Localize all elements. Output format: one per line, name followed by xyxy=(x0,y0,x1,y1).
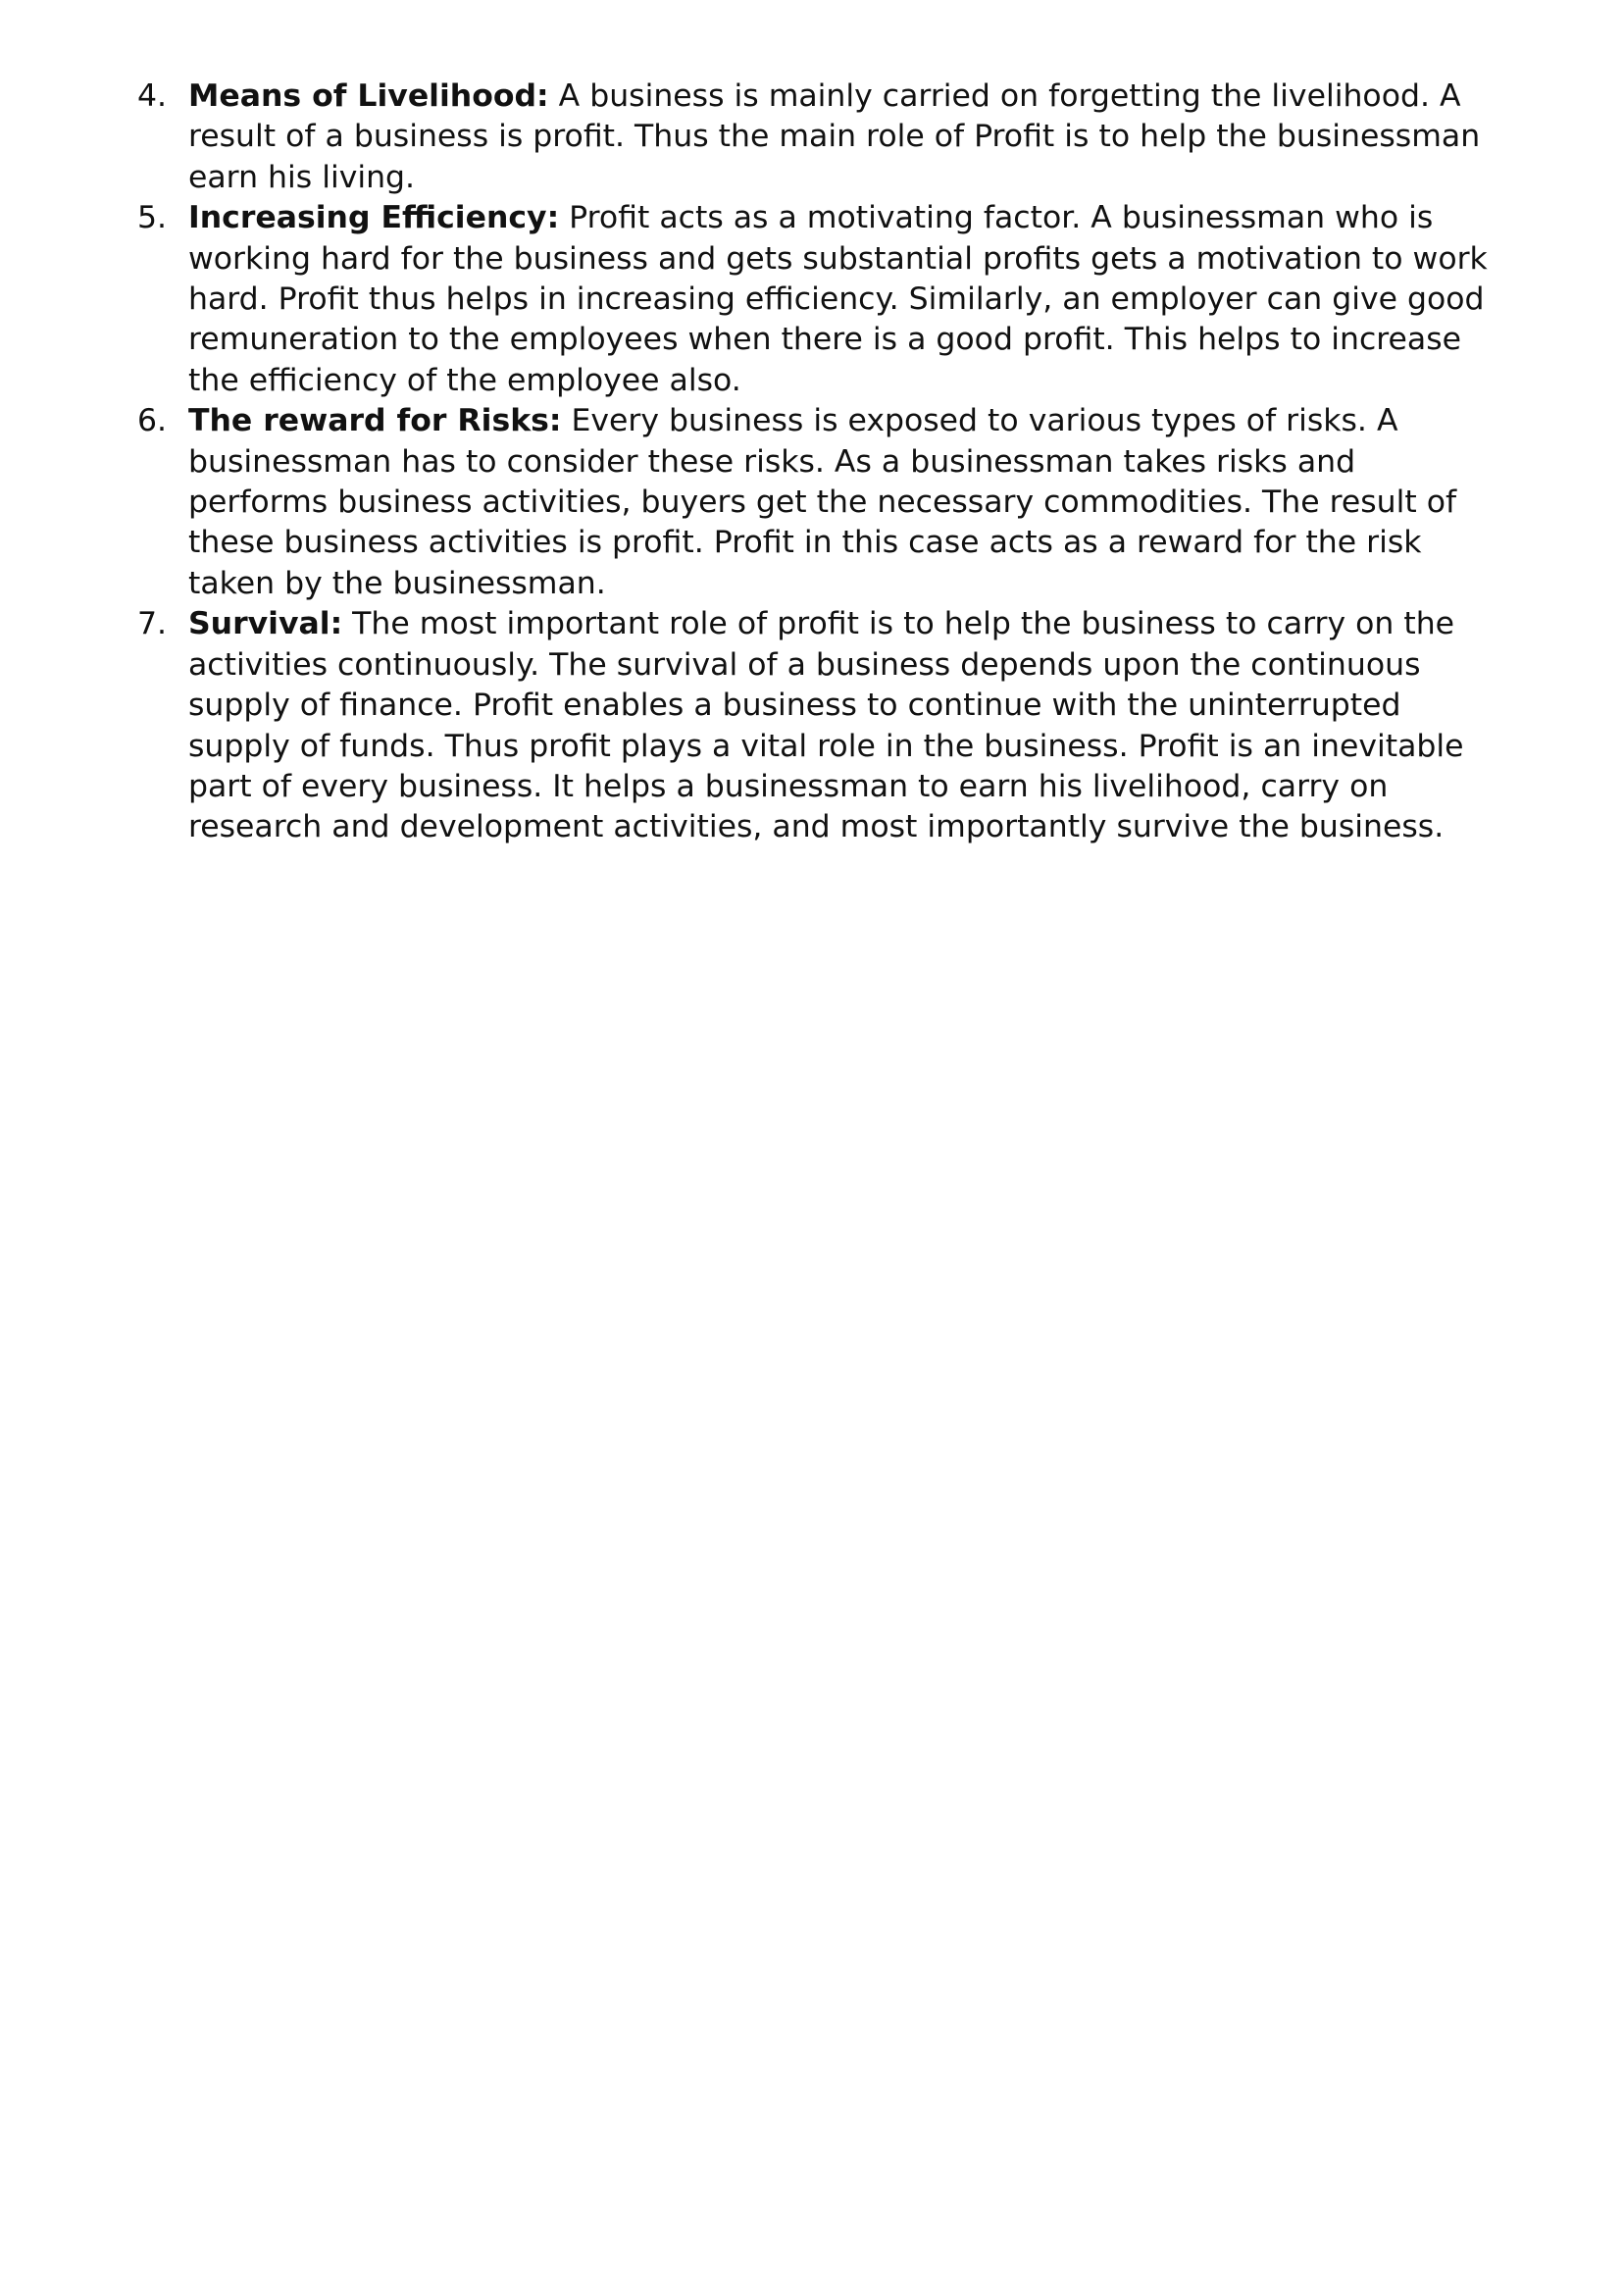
item-body xyxy=(188,77,1530,198)
item-body xyxy=(188,401,1530,604)
list-item xyxy=(137,198,1530,401)
list-item xyxy=(137,604,1530,847)
list-item xyxy=(137,77,1530,198)
item-line: these business activities is profit. Profit in this case acts as a reward for the risk xyxy=(188,525,1422,561)
item-line xyxy=(188,403,1398,438)
item-line xyxy=(188,78,1461,114)
item-line: supply of funds. Thus profit plays a vital role in the business. Profit is an inevitable xyxy=(188,728,1464,764)
item-heading: Survival: xyxy=(188,606,343,642)
item-text: Every business is exposed to various types of risks. A xyxy=(561,403,1398,439)
item-line: the efficiency of the employee also. xyxy=(188,362,741,398)
item-text: Profit acts as a motivating factor. A businessman who is xyxy=(559,200,1434,236)
item-line: working hard for the business and gets substantial profits gets a motivation to work xyxy=(188,240,1488,277)
item-text: The most important role of profit is to help the business to carry on the xyxy=(342,606,1455,642)
item-line: performs business activities, buyers get the necessary commodities. The result of xyxy=(188,485,1457,521)
item-line: remuneration to the employees when there is a good profit. This helps to increase xyxy=(188,322,1462,358)
item-heading: The reward for Risks: xyxy=(188,403,562,439)
item-line: result of a business is profit. Thus the main role of Profit is to help the businessman xyxy=(188,119,1481,155)
item-line: supply of finance. Profit enables a business to continue with the uninterrupted xyxy=(188,688,1401,724)
item-line xyxy=(188,200,1433,235)
item-body xyxy=(188,198,1530,401)
list-item xyxy=(137,401,1530,604)
item-line: activities continuously. The survival of a business depends upon the continuous xyxy=(188,646,1421,683)
item-line xyxy=(188,606,1454,641)
item-heading: Increasing Efficiency: xyxy=(188,200,560,236)
numbered-list xyxy=(137,77,1530,848)
item-line: earn his living. xyxy=(188,159,416,195)
item-line: part of every business. It helps a businessman to earn his livelihood, carry on xyxy=(188,768,1389,804)
item-number: 6. xyxy=(137,403,168,439)
item-line: taken by the businessman. xyxy=(188,565,606,601)
item-line: research and development activities, and most importantly survive the business. xyxy=(188,809,1445,845)
item-text: A business is mainly carried on forgetting the livelihood. A xyxy=(548,78,1461,114)
item-number: 5. xyxy=(137,200,168,236)
item-number: 7. xyxy=(137,606,168,642)
item-line: hard. Profit thus helps in increasing efficiency. Similarly, an employer can give good xyxy=(188,281,1485,318)
item-body xyxy=(188,604,1530,847)
item-line: businessman has to consider these risks. As a businessman takes risks and xyxy=(188,443,1356,480)
item-number: 4. xyxy=(137,78,168,114)
item-heading: Means of Livelihood: xyxy=(188,78,549,114)
